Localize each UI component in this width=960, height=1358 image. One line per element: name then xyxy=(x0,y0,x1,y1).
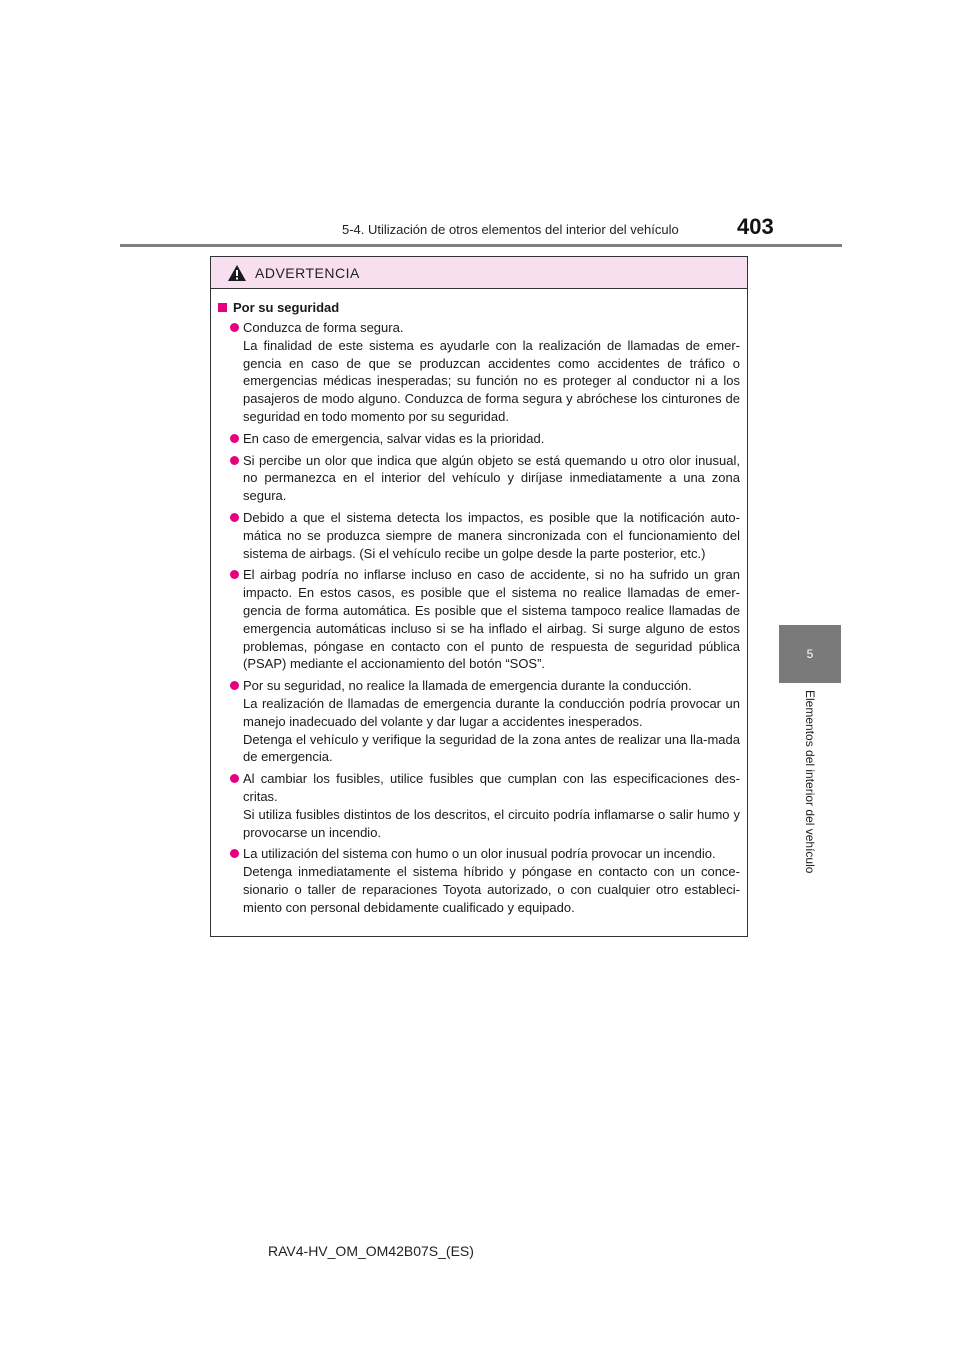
document-code: RAV4-HV_OM_OM42B07S_(ES) xyxy=(268,1243,474,1259)
warning-list-item xyxy=(218,566,740,673)
page-number: 403 xyxy=(737,214,774,239)
square-bullet-icon xyxy=(218,303,227,312)
warning-paragraph: Detenga inmediatamente el sistema híbrido y póngase en contacto con un conce-sionario o taller de reparaciones Toyota autorizado, o con cualquier otro estableci-miento con personal debidamente cualificado y equipado. xyxy=(243,864,740,915)
bullet-dot-icon xyxy=(230,323,239,332)
warning-header xyxy=(211,257,747,289)
warning-box xyxy=(210,256,748,937)
chapter-tab: 5 xyxy=(779,625,841,683)
warning-list xyxy=(218,319,740,917)
bullet-dot-icon xyxy=(230,570,239,579)
warning-paragraph: La finalidad de este sistema es ayudarle con la realización de llamadas de emer-gencia en caso de que se produzcan accidentes como accidentes de tráfico o emergencias médicas inesperadas; su función no es proteger al conductor ni a los pasajeros de modo alguno. Conduzca de forma segura y abróchese los cinturones de seguridad en todo momento por su seguridad. xyxy=(243,337,740,424)
chapter-tab-label: Elementos del interior del vehículo xyxy=(803,690,817,874)
warning-list-item xyxy=(218,319,740,426)
warning-list-item xyxy=(218,509,740,562)
section-heading xyxy=(218,300,740,315)
warning-list-item xyxy=(218,770,740,841)
warning-paragraph: Por su seguridad, no realice la llamada de emergencia durante la conducción. xyxy=(243,678,692,694)
warning-paragraph: Al cambiar los fusibles, utilice fusibles que cumplan con las especificaciones des-critas. xyxy=(243,771,740,804)
warning-triangle-icon xyxy=(227,264,247,282)
warning-paragraph: El airbag podría no inflarse incluso en caso de accidente, si no ha sufrido un gran impacto. En estos casos, es posible que el sistema no realice llamadas de emer-gencia de forma automática. Es posible que el sistema tampoco realice llamadas de emergencia automáticas incluso si se ha inflado el airbag. Si surge alguno de estos problemas, póngase en contacto con el punto de respuesta de seguridad pública (PSAP) mediante el accionamiento del botón “SOS”. xyxy=(243,567,740,672)
warning-paragraph: La realización de llamadas de emergencia durante la conducción podría provocar un manejo inadecuado del volante y dar lugar a accidentes inesperados. xyxy=(243,695,740,729)
bullet-dot-icon xyxy=(230,681,239,690)
warning-paragraph: La utilización del sistema con humo o un olor inusual podría provocar un incendio. xyxy=(243,846,716,862)
warning-list-item xyxy=(218,845,740,916)
header-rule xyxy=(120,244,842,247)
bullet-dot-icon xyxy=(230,456,239,465)
header-section-title: 5-4. Utilización de otros elementos del interior del vehículo xyxy=(342,222,679,237)
warning-paragraph: Detenga el vehículo y verifique la seguridad de la zona antes de realizar una lla-mada de emergencia. xyxy=(243,731,740,765)
warning-paragraph: Debido a que el sistema detecta los impactos, es posible que la notificación auto-mática no se produzca siempre de manera sincronizada con el funcionamiento del sistema de airbags. (Si el vehículo recibe un golpe desde la parte posterior, etc.) xyxy=(243,509,740,561)
warning-paragraph: Conduzca de forma segura. xyxy=(243,320,404,335)
warning-list-item xyxy=(218,452,740,505)
warning-body xyxy=(211,289,747,917)
section-heading-text: Por su seguridad xyxy=(233,300,340,315)
warning-list-item xyxy=(218,677,740,766)
bullet-dot-icon xyxy=(230,849,239,858)
bullet-dot-icon xyxy=(230,434,239,443)
bullet-dot-icon xyxy=(230,513,239,522)
warning-list-item xyxy=(218,430,740,448)
warning-paragraph: En caso de emergencia, salvar vidas es la prioridad. xyxy=(243,430,545,446)
warning-paragraph: Si utiliza fusibles distintos de los descritos, el circuito podría inflamarse o salir humo y provocarse un incendio. xyxy=(243,806,740,840)
bullet-dot-icon xyxy=(230,774,239,783)
warning-title: ADVERTENCIA xyxy=(255,264,360,281)
warning-paragraph: Si percibe un olor que indica que algún objeto se está quemando u otro olor inusual, no permanezca en el interior del vehículo y diríjase inmediatamente a una zona segura. xyxy=(243,452,740,504)
